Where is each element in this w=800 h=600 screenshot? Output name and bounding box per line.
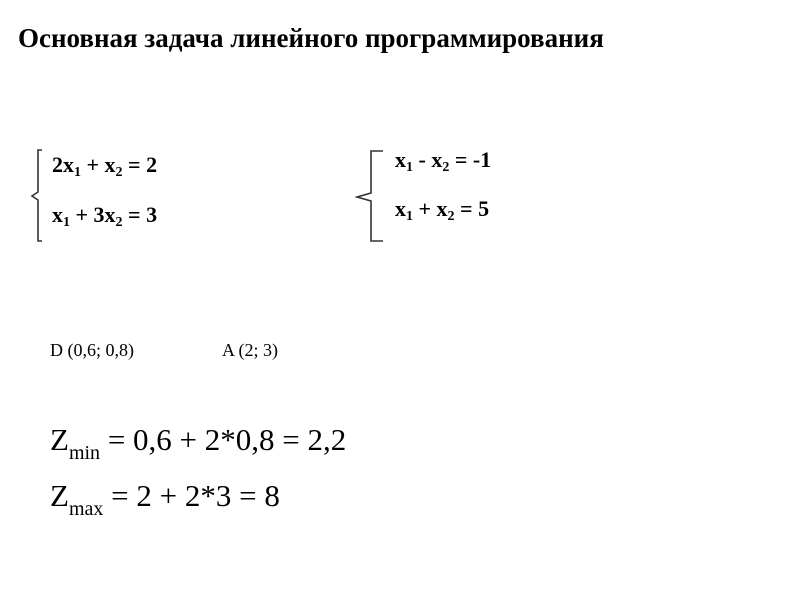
point-d: D (0,6; 0,8)	[50, 340, 134, 360]
equation-2: $x_1 + 3x_2 = 3$	[52, 202, 158, 230]
equation-2: $x_1 + x_2 = 5$	[395, 196, 490, 224]
equation-system-left	[30, 148, 250, 243]
z-min-formula: $Z_{min} = 0,6 + 2*0,8 = 2,2$	[50, 422, 347, 464]
equation-1: $2x_1 + x_2 = 2$	[52, 152, 158, 180]
page-title: Основная задача линейного программирования	[18, 23, 604, 53]
equation-system-right	[355, 143, 585, 243]
z-max-formula: $Z_{max} = 2 + 2*3 = 8$	[50, 478, 280, 520]
left-brace-icon	[30, 148, 44, 243]
point-a: A (2; 3)	[222, 340, 278, 360]
left-brace-icon	[355, 143, 387, 243]
equation-1: $x_1 - x_2 = -1$	[395, 147, 492, 175]
